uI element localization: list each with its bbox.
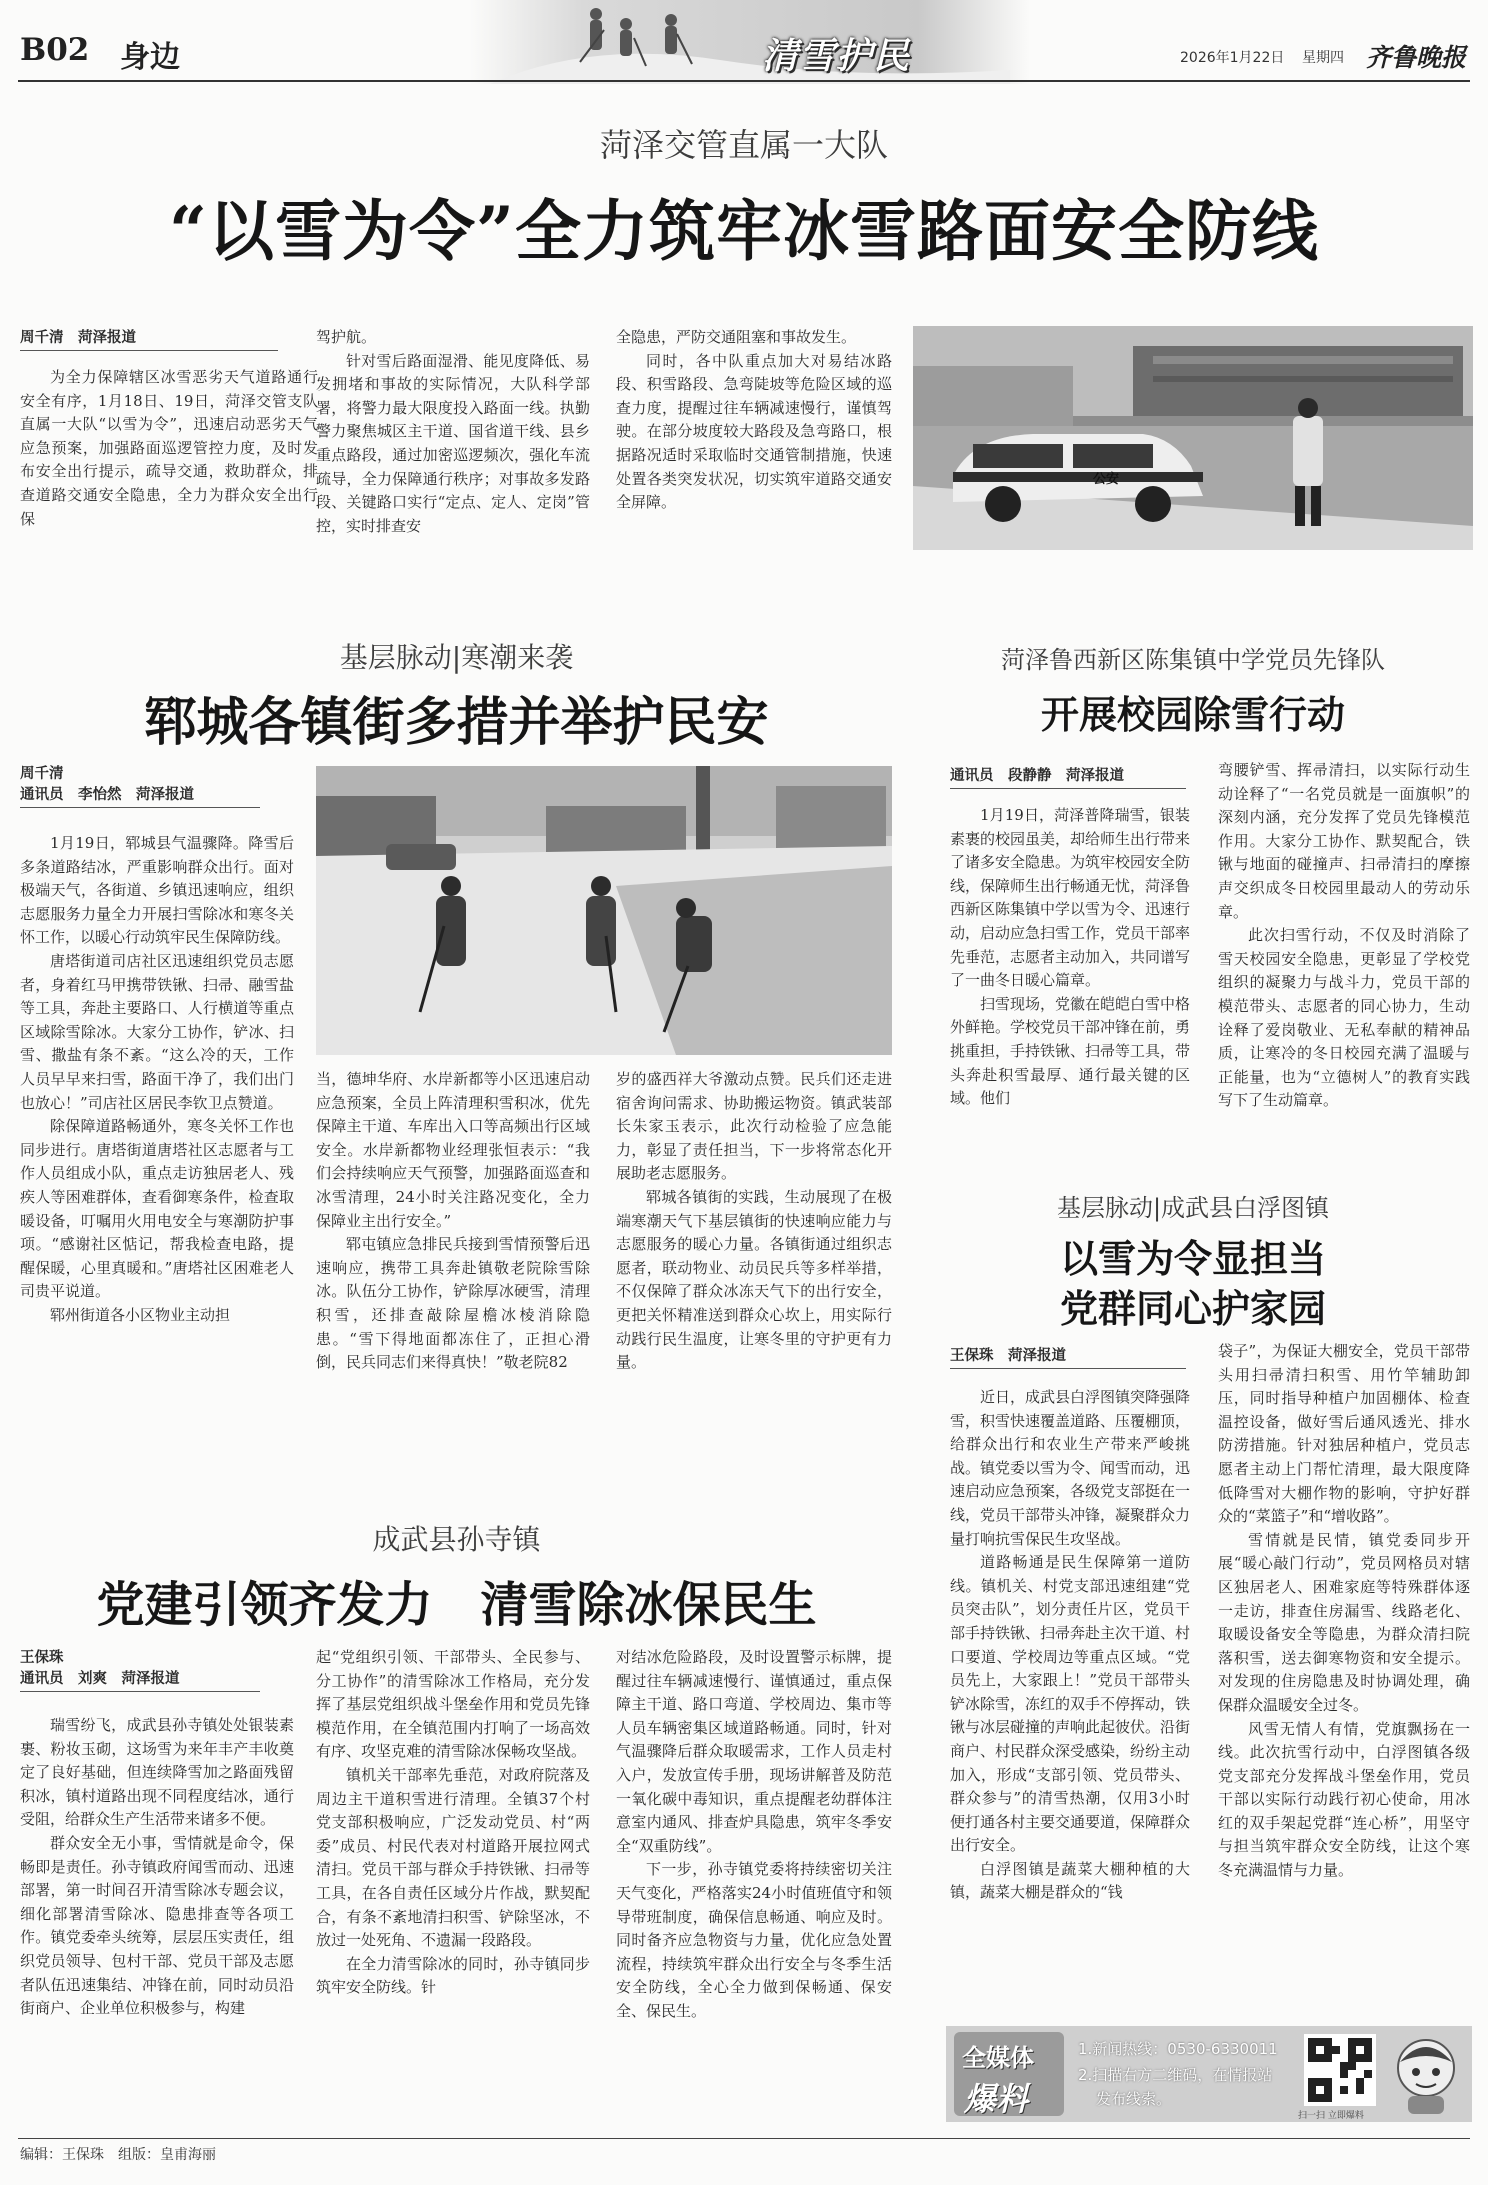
a1-title: “以雪为令”全力筑牢冰雪路面安全防线 xyxy=(169,192,1319,270)
a3-title: 开展校园除雪行动 xyxy=(1040,692,1345,737)
banner-title: 清雪护民 xyxy=(762,36,911,77)
paragraph: 对结冰危险路段，及时设置警示标牌，提醒过往车辆减速慢行、谨慎通过，重点保障主干道、路口弯道、学校周边、集市等人员车辆密集区域道路畅通。同时，针对气温骤降后群众取暖需求，工作人员走村入户，发放宣传手册，现场讲解普及防范一氧化碳中毒知识，重点提醒老幼群体注意室内通风、排查炉具隐患，筑牢冬季安全“双重防线”。 xyxy=(616,1648,892,1855)
paragraph: 全隐患，严防交通阻塞和事故发生。 xyxy=(616,328,857,346)
a2-byline-reporter: 周千清 xyxy=(20,766,64,782)
a5-col2 xyxy=(316,1646,590,2000)
mascot-icon xyxy=(1386,2032,1466,2116)
paragraph: 下一步，孙寺镇党委将持续密切关注天气变化，严格落实24小时值班值守和领导带班制度，确保信息畅通、响应及时。同时备齐应急物资与力量，优化应急处置流程，持续筑牢群众出行安全与冬季生活安全防线，全心全力做到保畅通、保安全、保民生。 xyxy=(616,1860,892,2020)
promo-scan-line: 2.扫描右方二维码，在情报站 xyxy=(1078,2066,1273,2084)
paragraph: 同时，各中队重点加大对易结冰路段、积雪路段、急弯陡坡等危险区域的巡查力度，提醒过往车辆减速慢行，谨慎驾驶。在部分坡度较大路段及急弯路口，根据路况适时采取临时交通管制措施，快速处置各类突发状况，切实筑牢道路交通安全屏障。 xyxy=(616,351,892,512)
a1-col2 xyxy=(316,326,590,538)
a5-byline-correspondent: 通讯员 刘爽 菏泽报道 xyxy=(20,1669,260,1692)
a1-kicker: 菏泽交管直属一大队 xyxy=(599,126,888,164)
paragraph: 驾护航。 xyxy=(316,328,377,346)
paragraph: 1月19日，郓城县气温骤降。降雪后多条道路结冰，严重影响群众出行。面对极端天气，各街道、乡镇迅速响应，组织志愿服务力量全力开展扫雪除冰和寒冬关怀工作，以暖心行动筑牢民生保障防线。 xyxy=(20,834,294,947)
promo-hotline: 1.新闻热线：0530-6330011 xyxy=(1078,2040,1278,2058)
paragraph: 针对雪后路面湿滑、能见度降低、易发拥堵和事故的实际情况，大队科学部署，将警力最大限度投入路面一线。执勤警力聚焦城区主干道、国省道干线、县乡重点路段，通过加密巡逻频次，强化车流疏导，全力保障通行秩序；对事故多发路段、关键路口实行“定点、定人、定岗”管控，实时排查安 xyxy=(316,351,590,535)
a4-kicker: 基层脉动|成武县白浮图镇 xyxy=(1056,1194,1330,1222)
paragraph: 瑞雪纷飞，成武县孙寺镇处处银装素裹、粉妆玉砌，这场雪为来年丰产丰收奠定了良好基础，但连续降雪加之路面残留积冰，镇村道路出现不同程度结冰，通行受阻，给群众生产生活带来诸多不便。 xyxy=(20,1716,294,1829)
a1-byline-text: 周千清 菏泽报道 xyxy=(20,328,278,351)
footer-rule xyxy=(18,2138,1470,2139)
a3-col1 xyxy=(950,804,1190,1111)
paragraph: 镇机关干部率先垂范，对政府院落及周边主干道积雪进行清理。全镇37个村党支部积极响应，广泛发动党员、村“两委”成员、村民代表对村道路开展拉网式清扫。党员干部与群众手持铁锹、扫帚等工具，在各自责任区域分片作战，默契配合，有条不紊地清扫积雪、铲除坚冰，不放过一处死角、不遗漏一段路段。 xyxy=(316,1765,590,1950)
section-name: 身边 xyxy=(120,40,180,75)
paragraph: 风雪无情人有情，党旗飘扬在一线。此次抗雪行动中，白浮图镇各级党支部充分发挥战斗堡垒作用，党员干部以实际行动践行初心使命，用冰红的双手架起党群“连心桥”，用坚守与担当筑牢群众安全防线，让这个寒冬充满温情与力量。 xyxy=(1218,1719,1470,1880)
promo-logo xyxy=(954,2032,1064,2116)
paragraph: 除保障道路畅通外，寒冬关怀工作也同步进行。唐塔街道唐塔社区志愿者与工作人员组成小队，重点走访独居老人、残疾人等困难群体，查看御寒条件，检查取暖设备，叮嘱用火用电安全与寒潮防护事项。“感谢社区惦记，帮我检查电路，提醒保暖，心里真暖和。”唐塔社区困难老人司贵平说道。 xyxy=(20,1117,294,1301)
a2-byline xyxy=(20,764,260,808)
promo-scan-line2: 发布线索。 xyxy=(1096,2090,1172,2108)
a1-byline xyxy=(20,328,278,351)
a2-photo xyxy=(316,766,892,1055)
police-car-label: 公安 xyxy=(1093,472,1120,487)
paragraph: 雪情就是民情，镇党委同步开展“暖心敲门行动”，党员网格员对辖区独居老人、困难家庭等特殊群体逐一走访，排查住房漏雪、线路老化、取暖设备安全等隐患，为群众清扫院落积雪，送去御寒物资和安全提示。对发现的住房隐患及时协调处理，确保群众温暖安全过冬。 xyxy=(1218,1530,1470,1714)
a2-kicker: 基层脉动|寒潮来袭 xyxy=(339,641,574,674)
a2-byline-correspondent: 通讯员 李怡然 菏泽报道 xyxy=(20,785,260,808)
masthead xyxy=(0,0,1488,84)
issue-weekday: 星期四 xyxy=(1302,50,1344,66)
a5-kicker: 成武县孙寺镇 xyxy=(372,1523,541,1556)
paragraph: 岁的盛西祥大爷激动点赞。民兵们还走进宿舍询问需求、协助搬运物资。镇武装部长朱家玉表示，此次行动检验了应急能力，彰显了责任担当，下一步将常态化开展助老志愿服务。 xyxy=(616,1070,892,1183)
a4-title-line1: 以雪为令显担当 xyxy=(1059,1236,1326,1281)
paragraph: 白浮图镇是蔬菜大棚种植的大镇，蔬菜大棚是群众的“钱 xyxy=(950,1859,1190,1902)
a5-byline xyxy=(20,1648,260,1692)
a3-col2 xyxy=(1218,759,1470,1113)
paragraph: 起“党组织引领、干部带头、全民参与、分工协作”的清雪除冰工作格局，充分发挥了基层党组织战斗堡垒作用和党员先锋模范作用，在全镇范围内打响了一场高效有序、攻坚克难的清雪除冰保畅攻坚战。 xyxy=(316,1648,590,1761)
a5-title: 党建引领齐发力 清雪除冰保民生 xyxy=(96,1577,817,1633)
qr-code[interactable] xyxy=(1304,2034,1376,2106)
a4-title-line2: 党群同心护家园 xyxy=(1059,1286,1326,1331)
promo-box xyxy=(946,2026,1472,2122)
paragraph: 在全力清雪除冰的同时，孙寺镇同步筑牢安全防线。针 xyxy=(316,1954,590,1997)
paragraph: 郓屯镇应急排民兵接到雪情预警后迅速响应，携带工具奔赴镇敬老院除雪除冰。队伍分工协作，铲除厚冰硬雪，清理积雪，还排查敲除屋檐冰棱消除隐患。“雪下得地面都冻住了，正担心滑倒，民兵同志们来得真快！”敬老院82 xyxy=(316,1235,590,1372)
masthead-rule xyxy=(18,80,1470,82)
paragraph: 扫雪现场，党徽在皑皑白雪中格外鲜艳。学校党员干部冲锋在前，勇挑重担，手持铁锹、扫帚等工具，带头奔赴积雪最厚、通行最关键的区域。他们 xyxy=(950,994,1191,1108)
a1-photo xyxy=(913,326,1473,550)
paragraph: 当，德坤华府、水岸新都等小区迅速启动应急预案，全员上阵清理积雪积冰，优先保障主干道、车库出入口等高频出行区域安全。水岸新都物业经理张恒表示：“我们会持续响应天气预警，加强路面巡查和冰雪清理，24小时关注路况变化，全力保障业主出行安全。” xyxy=(316,1070,590,1230)
paragraph: 道路畅通是民生保障第一道防线。镇机关、村党支部迅速组建“党员突击队”，划分责任片区，党员干部手持铁锹、扫帚奔赴主次干道、村口要道、学校周边等重点区域。“党员先上，大家跟上！”党员干部带头铲冰除雪，冻红的双手不停挥动，铁锹与冰层碰撞的声响此起彼伏。沿街商户、村民群众深受感染，纷纷主动加入，形成“支部引领、党员带头、群众参与”的清雪热潮，仅用3小时便打通各村主要交通要道，保障群众出行安全。 xyxy=(950,1553,1191,1855)
paragraph: 1月19日，菏泽普降瑞雪，银装素裹的校园虽美，却给师生出行带来了诸多安全隐患。为筑牢校园安全防线，保障师生出行畅通无忧，菏泽鲁西新区陈集镇中学以雪为令、迅速行动，启动应急扫雪工作，党员干部率先垂范，志愿者主动加入，共同谱写了一曲冬日暖心篇章。 xyxy=(950,806,1191,990)
page-code: B02 xyxy=(20,32,90,68)
a4-byline xyxy=(950,1346,1186,1369)
paragraph: 为全力保障辖区冰雪恶劣天气道路通行安全有序，1月18日、19日，菏泽交管支队直属一大队“以雪为令”，迅速启动恶劣天气应急预案，加强路面巡逻管控力度，及时发布安全出行提示，疏导交通，救助群众，排查道路交通安全隐患，全力为群众安全出行保 xyxy=(20,368,318,528)
promo-logo-line1: 全媒体 xyxy=(962,2044,1034,2072)
qr-label: 扫一扫 立即爆料 xyxy=(1298,2111,1364,2121)
banner-illustration xyxy=(470,0,1030,84)
promo-logo-line2: 爆料 xyxy=(964,2080,1029,2118)
a5-col3 xyxy=(616,1646,892,2024)
a3-kicker: 菏泽鲁西新区陈集镇中学党员先锋队 xyxy=(1001,646,1385,674)
a2-title: 郓城各镇街多措并举护民安 xyxy=(144,692,769,753)
paragraph: 郓州街道各小区物业主动担 xyxy=(50,1305,231,1324)
a4-byline-text: 王保珠 菏泽报道 xyxy=(950,1346,1186,1369)
a1-col3 xyxy=(616,326,892,515)
a4-col2 xyxy=(1218,1340,1470,1883)
a4-col1 xyxy=(950,1386,1190,1905)
paragraph: 群众安全无小事，雪情就是命令，保畅即是责任。孙寺镇政府闻雪而动、迅速部署，第一时间召开清雪除冰专题会议，细化部署清雪除冰、隐患排查等各项工作。镇党委牵头统筹，层层压实责任，组织党员领导、包村干部、党员干部及志愿者队伍迅速集结、冲锋在前，同时动员沿街商户、企业单位积极参与，构建 xyxy=(20,1833,294,2018)
paragraph: 袋子”，为保证大棚安全，党员干部带头用扫帚清扫积雪、用竹竿辅助卸压，同时指导种植户加固棚体、检查温控设备，做好雪后通风透光、排水防涝措施。针对独居种植户，党员志愿者主动上门帮忙清理，最大限度降低降雪对大棚作物的影响，守护好群众的“菜篮子”和“增收路”。 xyxy=(1218,1342,1470,1526)
issue-date: 2026年1月22日 xyxy=(1180,50,1285,66)
a2-col1 xyxy=(20,832,294,1327)
footer-credits: 编辑：王保珠 组版：皇甫海丽 xyxy=(20,2147,216,2163)
paragraph: 此次扫雪行动，不仅及时消除了雪天校园安全隐患，更彰显了学校党组织的凝聚力与战斗力，党员干部的模范带头、志愿者的同心协力，生动诠释了爱岗敬业、无私奉献的精神品质，让寒冷的冬日校园充满了温暖与正能量，也为“立德树人”的教育实践写下了生动篇章。 xyxy=(1218,926,1470,1110)
a5-col1 xyxy=(20,1714,294,2021)
paragraph: 唐塔街道司店社区迅速组织党员志愿者，身着红马甲携带铁锹、扫帚、融雪盐等工具，奔赴主要路口、人行横道等重点区域除雪除冰。大家分工协作，铲冰、扫雪、撒盐有条不紊。“这么冷的天，工作人员早早来扫雪，路面干净了，我们出门也放心！”司店社区居民李钦卫点赞道。 xyxy=(20,951,294,1112)
paragraph: 郓城各镇街的实践，生动展现了在极端寒潮天气下基层镇街的快速响应能力与志愿服务的暖心力量。各镇街通过组织志愿者，联动物业、动员民兵等多样举措，不仅保障了群众冰冻天气下的出行安全，更把关怀精准送到群众心坎上，用实际行动践行民生温度，让寒冬里的守护更有力量。 xyxy=(616,1187,892,1372)
paragraph: 弯腰铲雪、挥帚清扫，以实际行动生动诠释了“一名党员就是一面旗帜”的深刻内涵，充分发挥了党员先锋模范作用。大家分工协作、默契配合，铁锹与地面的碰撞声、扫帚清扫的摩擦声交织成冬日校园里最动人的劳动乐章。 xyxy=(1218,761,1470,921)
a3-byline-text: 通讯员 段静静 菏泽报道 xyxy=(950,766,1186,789)
paper-logo: 齐鲁晚报 xyxy=(1366,43,1467,72)
a3-byline xyxy=(950,766,1186,789)
a1-col1 xyxy=(20,366,318,531)
a2-col3 xyxy=(616,1068,892,1375)
a2-col2 xyxy=(316,1068,590,1375)
a5-byline-reporter: 王保珠 xyxy=(20,1650,64,1666)
paragraph: 近日，成武县白浮图镇突降强降雪，积雪快速覆盖道路、压覆棚顶，给群众出行和农业生产带来严峻挑战。镇党委以雪为令、闻雪而动，迅速启动应急预案，各级党支部挺在一线，党员干部带头冲锋，凝聚群众力量打响抗雪保民生攻坚战。 xyxy=(950,1388,1191,1548)
